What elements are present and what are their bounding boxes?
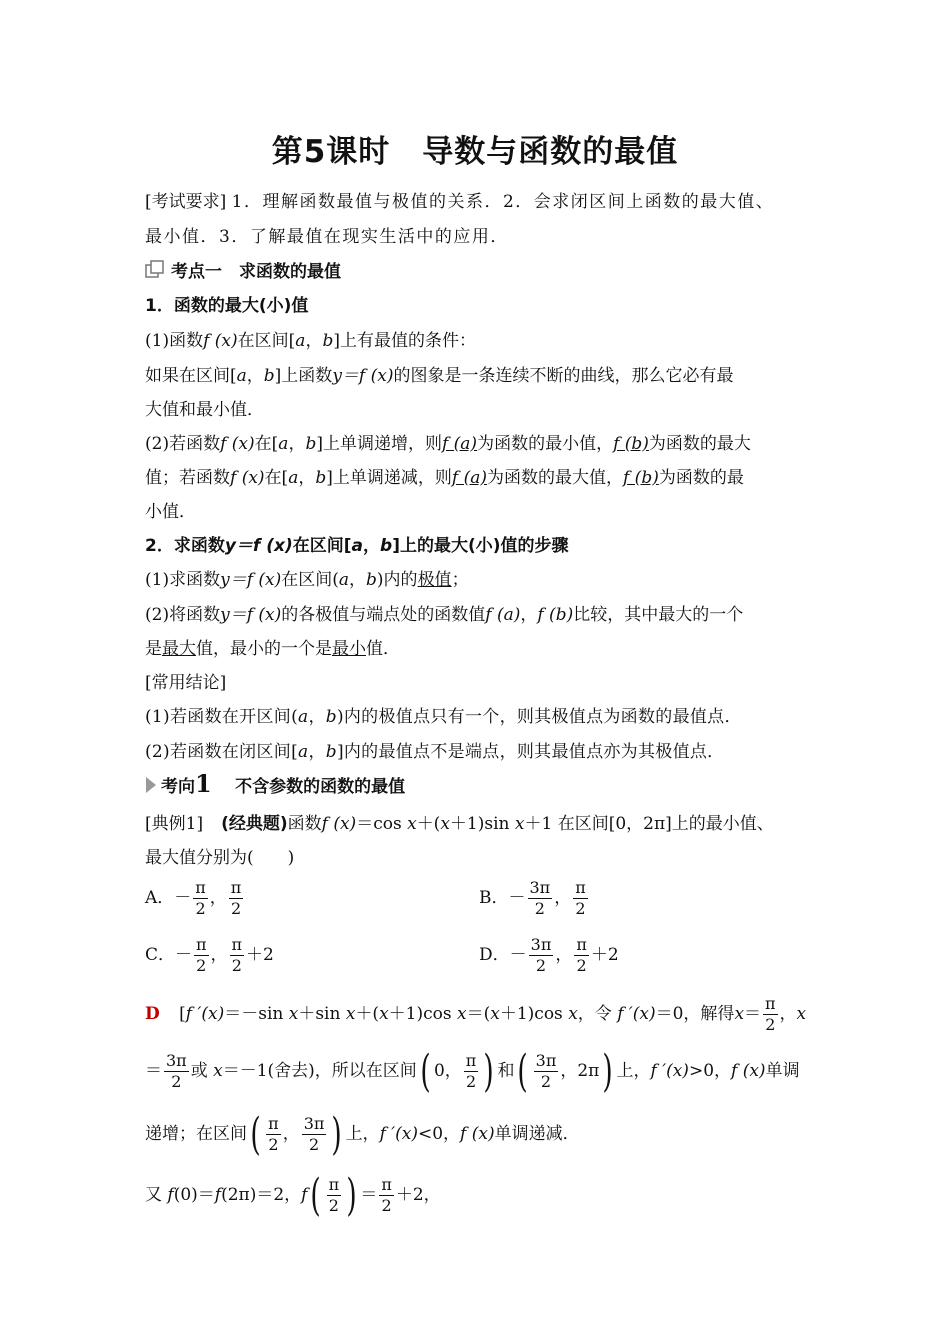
item1-p6: 小值． — [145, 502, 196, 522]
item1-p3: 大值和最小值． — [145, 400, 264, 420]
conclusion-1: (1)若函数在开区间(a，b)内的极值点只有一个，则其极值点为函数的最值点． — [145, 707, 742, 727]
answer-line-3: 递增；在区间( $\frac{\pi}{2}$ ， $\frac{3\pi}{2}$ ) 上，f ′(x)<0，f (x)单调递减． — [145, 1108, 580, 1160]
exam-requirements-line-2: 最小值．3．了解最值在现实生活中的应用． — [145, 227, 509, 247]
item2-s2: (2)将函数y＝f (x)的各极值与端点处的函数值f (a)，f (b)比较，其中最大的一个 — [145, 605, 744, 625]
option-a[interactable]: A．－ $\frac{\pi}{2}$ ， $\frac{\pi}{2}$ — [145, 878, 242, 918]
item2-s1: (1)求函数y＝f (x)在区间(a，b)内的极值； — [145, 570, 469, 590]
item1-p4: (2)若函数f (x)在[a，b]上单调递增，则f (a)为函数的最小值，f (b)为函数的最大 — [145, 434, 751, 454]
item1-p1: (1)函数f (x)在区间[a，b]上有最值的条件： — [145, 331, 476, 351]
example-line-1: [典例1] (经典题)函数f (x)＝cos x＋(x＋1)sin x＋1 在区间[0，2π]上的最小值、 — [145, 814, 774, 834]
section-marker-icon — [145, 260, 167, 287]
triangle-marker-icon — [145, 775, 157, 802]
blank-max: 最大 — [162, 639, 196, 659]
item1-p5: 值；若函数f (x)在[a，b]上单调递减，则f (a)为函数的最大值，f (b)为函数的最 — [145, 468, 744, 488]
answer-letter: D — [145, 1004, 160, 1024]
answer-line-4: 又 f(0)＝f(2π)＝2，f( $\frac{\pi}{2}$ ) ＝ $\frac{\pi}{2}$ ＋2， — [145, 1169, 441, 1221]
exam-requirements-text: 1．理解函数最值与极值的关系．2．会求闭区间上函数的最大值、 — [231, 192, 775, 212]
item1-p2: 如果在区间[a，b]上函数y＝f (x)的图象是一条连续不断的曲线，那么它必有最 — [145, 366, 734, 386]
example-line-2: 最大值分别为( ) — [145, 848, 295, 868]
option-c[interactable]: C．－ $\frac{\pi}{2}$ ， $\frac{\pi}{2}$ ＋2 — [145, 935, 274, 975]
answer-line-1: D [f ′(x)＝－sin x＋sin x＋(x＋1)cos x＝(x＋1)cos x，令 f ′(x)＝0，解得x＝ $\frac{\pi}{2}$ ，x — [145, 994, 807, 1034]
blank-fb: f (b) — [613, 434, 649, 454]
exam-requirements-label: [考试要求] — [145, 192, 227, 212]
conclusion-label: [常用结论] — [145, 673, 227, 693]
option-b[interactable]: B．－ $\frac{3\pi}{2}$ ， $\frac{\pi}{2}$ — [479, 878, 586, 918]
kaoxiang-heading: 考向1 不含参数的函数的最值 — [145, 772, 815, 802]
section-heading-1 — [145, 260, 815, 287]
answer-line-2: ＝ $\frac{3\pi}{2}$ 或 x＝－1(舍去)，所以在区间( 0， $\frac{\pi}{2}$ ) 和( $\frac{3\pi}{2}$ ，2π) 上，f ′(x)>0，f (x)单调 — [145, 1045, 800, 1097]
item2-heading: 2．求函数y＝f (x)在区间[a，b]上的最大(小)值的步骤 — [145, 536, 569, 556]
blank-fa: f (a) — [441, 434, 478, 454]
option-d[interactable]: D．－ $\frac{3\pi}{2}$ ， $\frac{\pi}{2}$ ＋2 — [479, 935, 619, 975]
exam-requirements-line-1 — [145, 190, 815, 214]
blank-fb-2: f (b) — [622, 468, 659, 488]
section-heading-text: 考点一 求函数的最值 — [171, 262, 341, 282]
conclusion-2: (2)若函数在闭区间[a，b]内的最值点不是端点，则其最值点亦为其极值点． — [145, 742, 725, 762]
blank-min: 最小 — [332, 639, 366, 659]
blank-fa-2: f (a) — [451, 468, 487, 488]
item1-heading: 1．函数的最大(小)值 — [145, 296, 309, 316]
blank-extremum: 极值 — [417, 570, 452, 590]
item2-s3: 是最大值，最小的一个是最小值． — [145, 639, 400, 659]
page-title: 第5课时 导数与函数的最值 — [271, 134, 679, 170]
